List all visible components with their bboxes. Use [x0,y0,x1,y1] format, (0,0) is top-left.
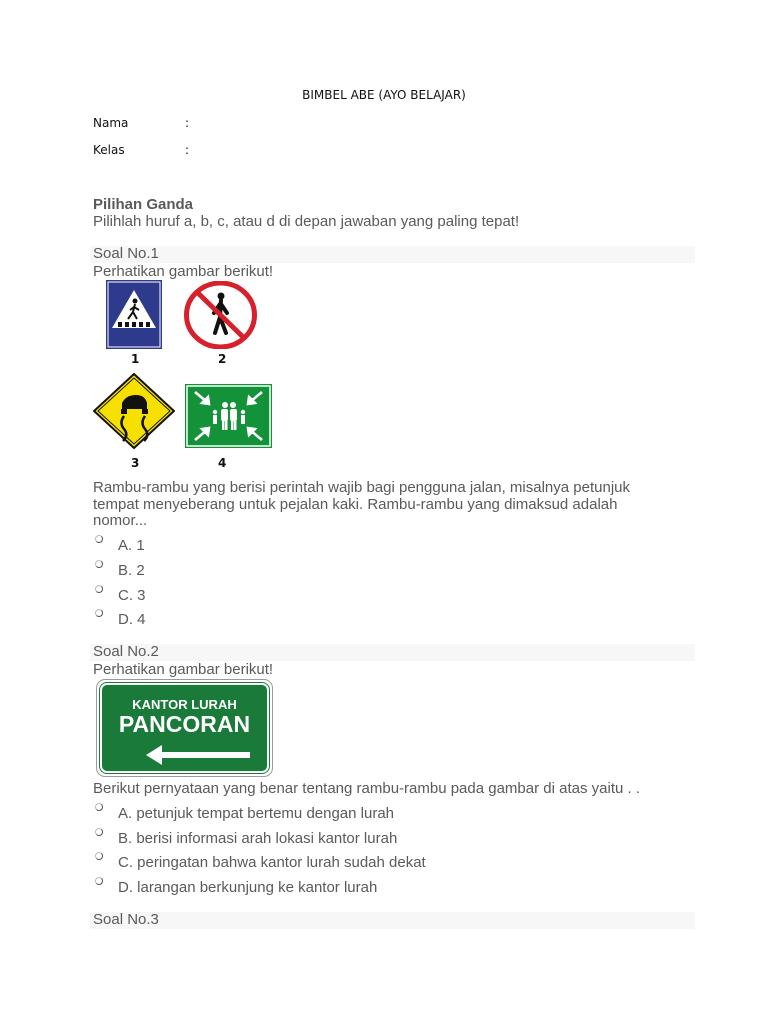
question-2-label: Soal No.2 [93,643,159,660]
sign-1-number: 1 [131,352,140,366]
question-3-header [90,912,695,929]
option-1a-label[interactable]: A. 1 [118,537,145,554]
option-2a-label[interactable]: A. petunjuk tempat bertemu dengan lurah [118,805,395,822]
slippery-road-sign-icon [93,373,175,449]
sign-2-number: 2 [218,352,227,366]
option-1d-label[interactable]: D. 4 [118,611,146,628]
question-1-label: Soal No.1 [93,245,159,262]
pedestrian-crossing-sign-icon [106,280,162,349]
question-2-header [90,644,695,661]
guide-sign-line1: KANTOR LURAH [132,697,237,712]
option-1b-label[interactable]: B. 2 [118,562,145,579]
name-label: Nama [93,116,129,130]
option-1b-radio[interactable] [95,560,103,568]
guide-sign-line2: PANCORAN [118,711,251,737]
option-2d-radio[interactable] [95,877,103,885]
option-1c-radio[interactable] [95,585,103,593]
question-1-header [90,246,695,263]
class-label: Kelas [93,143,125,157]
option-2c-radio[interactable] [95,852,103,860]
arrow-left-icon [146,745,250,765]
question-1-prompt: Perhatikan gambar berikut! [93,263,274,280]
name-colon: : [185,116,190,130]
option-2c-label[interactable]: C. peringatan bahwa kantor lurah sudah dekat [118,854,426,871]
option-2d-label[interactable]: D. larangan berkunjung ke kantor lurah [118,879,378,896]
section-instruction: Pilihlah huruf a, b, c, atau d di depan jawaban yang paling tepat! [93,213,520,230]
guide-sign-panel [100,683,269,773]
document-title: BIMBEL ABE (AYO BELAJAR) [302,88,466,102]
question-1-text: Rambu-rambu yang berisi perintah wajib bagi pengguna jalan, misalnya petunjuk tempat menyeberang untuk pejalan kaki. Rambu-rambu yang dimaksud adalah nomor... [93,479,630,529]
no-pedestrian-sign-icon [184,281,257,349]
question-2-prompt: Perhatikan gambar berikut! [93,661,274,678]
assembly-point-sign-icon [185,384,272,448]
class-colon: : [185,143,190,157]
question-3-label: Soal No.3 [93,911,159,928]
option-2b-radio[interactable] [95,828,103,836]
sign-4-number: 4 [218,456,227,470]
option-2b-label[interactable]: B. berisi informasi arah lokasi kantor lurah [118,830,398,847]
guide-sign [96,679,273,777]
option-1a-radio[interactable] [95,535,103,543]
sign-3-number: 3 [131,456,140,470]
option-1d-radio[interactable] [95,609,103,617]
option-2a-radio[interactable] [95,803,103,811]
option-1c-label[interactable]: C. 3 [118,587,146,604]
question-2-text: Berikut pernyataan yang benar tentang rambu-rambu pada gambar di atas yaitu . . [93,780,640,797]
section-title: Pilihan Ganda [93,196,194,213]
